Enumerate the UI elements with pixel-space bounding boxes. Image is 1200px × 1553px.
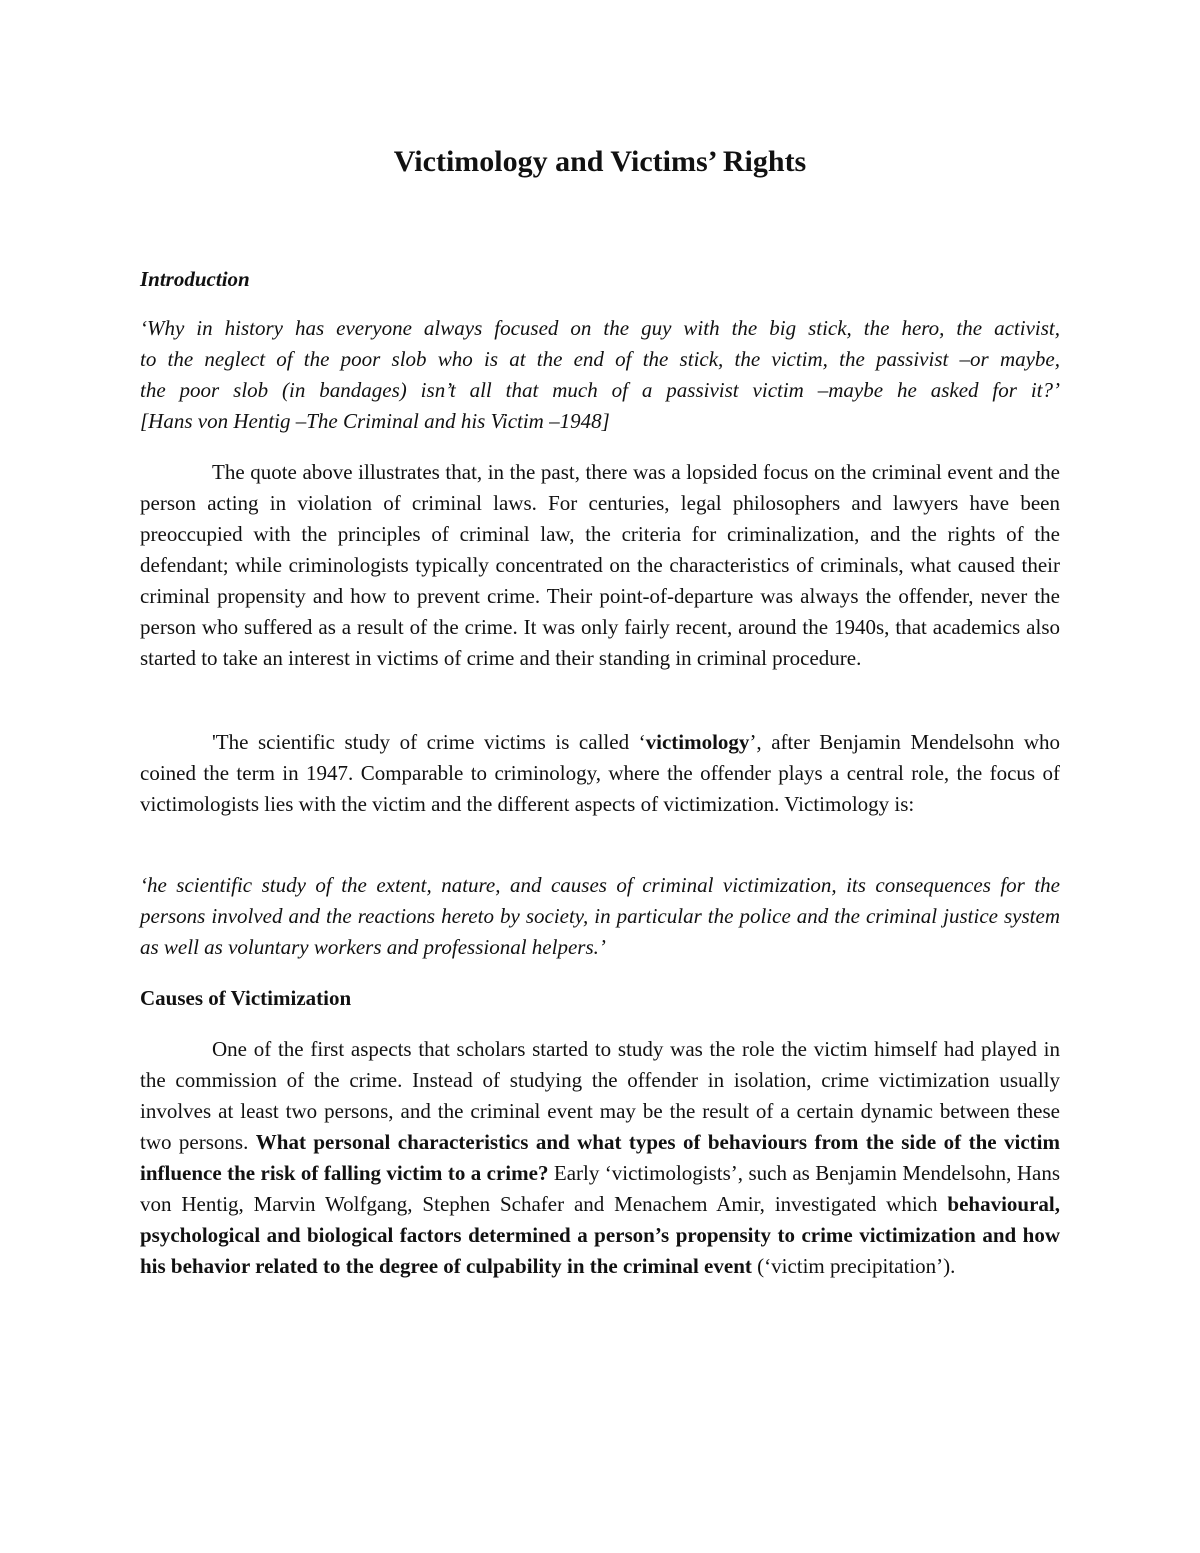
quote-attribution: [Hans von Hentig –The Criminal and his Victim –1948] [140, 409, 610, 433]
causes-paragraph [140, 1034, 1060, 1282]
document-title: Victimology and Victims’ Rights [393, 145, 807, 178]
paragraph-text: 'The scientific study of crime victims is called ‘ [212, 730, 646, 754]
paragraph-text: ’, after Benjamin Mendelsohn who coined the term in 1947. Comparable to criminology, where the offender plays a central role, the focus of victimologists lies with the victim and the different aspects of victimization. Victimology is: [140, 730, 1061, 816]
quote-line: ‘Why in history has everyone always focused on the guy with the big stick, the hero, the activist, [140, 316, 1060, 340]
hentig-quote [140, 313, 1060, 437]
victimology-definition-quote: ‘he scientific study of the extent, nature, and causes of criminal victimization, its consequences for the persons involved and the reactions hereto by society, in particular the police and the criminal justice system as well as voluntary workers and professional helpers.’ [140, 873, 1060, 959]
victimology-term: victimology [645, 730, 750, 754]
introduction-paragraph-2 [140, 727, 1060, 820]
quote-line: the poor slob (in bandages) isn’t all that much of a passivist victim –maybe he asked for it?’ [140, 378, 1060, 402]
introduction-heading: Introduction [140, 267, 250, 291]
quote-line: to the neglect of the poor slob who is at the end of the stick, the victim, the passivist –or maybe, [140, 347, 1060, 371]
paragraph-text: Early ‘victimologists’, such as Benjamin Mendelsohn, Hans von Hentig, Marvin Wolfgang, Stephen Schafer and Menachem Amir, investigated which [140, 1161, 1061, 1216]
paragraph-text: One of the first aspects that scholars started to study was the role the victim himself had played in the commission of the crime. Instead of studying the offender in isolation, crime victimization usually involves at least two persons, and the criminal event may be the result of a certain dynamic between these two persons. [140, 1037, 1060, 1154]
bold-factors: behavioural, psychological and biological factors determined a person’s propensity to crime victimization and how his behavior related to the degree of culpability in the criminal event [140, 1192, 1060, 1278]
introduction-paragraph-1: The quote above illustrates that, in the past, there was a lopsided focus on the criminal event and the person acting in violation of criminal laws. For centuries, legal philosophers and lawyers have been preoccupied with the principles of criminal law, the criteria for criminalization, and the rights of the defendant; while criminologists typically concentrated on the characteristics of criminals, what caused their criminal propensity and how to prevent crime. Their point-of-departure was always the offender, never the person who suffered as a result of the crime. It was only fairly recent, around the 1940s, that academics also started to take an interest in victims of crime and their standing in criminal procedure. [140, 460, 1060, 670]
paragraph-text: (‘victim precipitation’). [751, 1254, 956, 1278]
causes-heading: Causes of Victimization [140, 986, 352, 1010]
bold-question: What personal characteristics and what types of behaviours from the side of the victim influence the risk of falling victim to a crime? [140, 1130, 1060, 1185]
